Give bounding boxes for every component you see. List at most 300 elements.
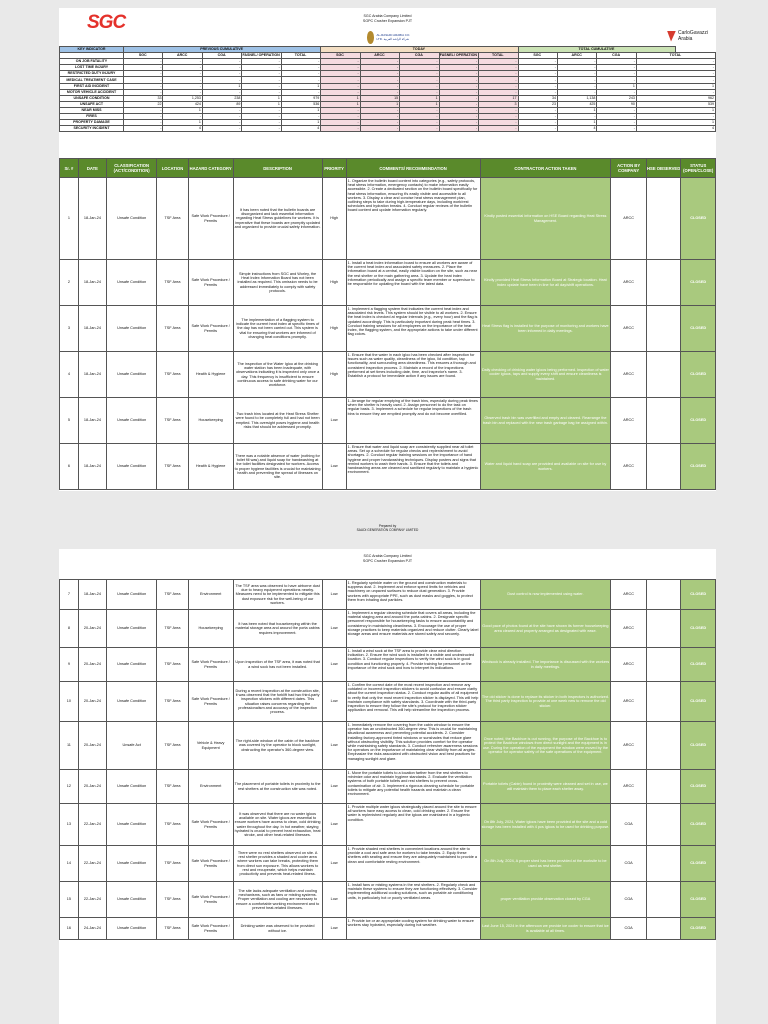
row-status: CLOSED: [681, 722, 716, 770]
column-header-priority: PRIORITY: [322, 159, 346, 178]
kpi-value: -: [439, 126, 478, 132]
kpi-value: 425: [557, 101, 596, 107]
row-classification: Unsafe Condition: [107, 770, 157, 804]
kpi-value: -: [360, 71, 399, 77]
kpi-row-label: SECURITY INCIDENT: [60, 126, 124, 132]
kpi-value: -: [518, 89, 557, 95]
kpi-value: 1,138: [557, 95, 596, 101]
kpi-value: 1: [557, 107, 596, 113]
kpi-col-header: CGA: [400, 53, 439, 59]
row-hazard-category: Safe Work Procedure / Permits: [188, 306, 233, 352]
kpi-value: -: [124, 77, 163, 83]
row-priority: Low: [322, 770, 346, 804]
kpi-value: 1: [281, 107, 320, 113]
kpi-value: -: [202, 107, 241, 113]
kpi-value: -: [242, 71, 281, 77]
today-header: TODAY: [321, 47, 518, 53]
kpi-row: [60, 126, 716, 132]
row-description: There was a notable absence of water (nothing for toilet fill was) and liquid soap for handwashing at the toilet facilities designated for workers. Access to proper hygiene facilities is crucial for maintaining health and preventing the spread of illnesses on site.: [233, 444, 322, 490]
kpi-col-header: ARCC: [557, 53, 596, 59]
row-status: CLOSED: [681, 770, 716, 804]
kpi-value: -: [124, 114, 163, 120]
kpi-value: -: [163, 89, 202, 95]
row-description: The TSF area was observed to have airborne dust due to heavy equipment operations nearby. Measures need to be implemented to mitigate this dust exposure risk for the well-being of our workers.: [233, 580, 322, 610]
row-sr: 9: [60, 648, 79, 682]
kpi-value: -: [400, 83, 439, 89]
row-status: CLOSED: [681, 882, 716, 918]
row-hazard-category: Safe Work Procedure / Permits: [188, 260, 233, 306]
row-hse-observed: [646, 444, 681, 490]
row-contractor-action: proper ventilation provide observation closed by CGA: [480, 882, 611, 918]
row-classification: Unsafe Condition: [107, 580, 157, 610]
kpi-col-header: SGC: [321, 53, 360, 59]
kpi-value: -: [636, 65, 715, 71]
kpi-value: 1: [281, 83, 320, 89]
row-contractor-action: Good pace of photos found at the site have shown its former housekeeping area cleared and properly arranged as designated with ease.: [480, 610, 611, 648]
row-description: It has been noted that the bulletin boards are disorganized and lack essential information regarding Heat Stress guidelines for workers. It is imperative that these boards are promptly updated and organized to provide crucial safety information.: [233, 178, 322, 260]
kpi-row-label: MEDICAL TREATMENT CASE: [60, 77, 124, 83]
row-location: TSF Area: [157, 610, 188, 648]
kpi-value: -: [400, 114, 439, 120]
row-priority: High: [322, 178, 346, 260]
row-description: The placement of portable toilets in proximity to the rest shelters at the construction site was noted.: [233, 770, 322, 804]
row-contractor-action: Water and liquid hand soap are provided and available on site for use by workers.: [480, 444, 611, 490]
sgc-logo: SGC: [87, 12, 126, 33]
kpi-value: -: [597, 71, 636, 77]
row-priority: High: [322, 306, 346, 352]
row-location: TSF Area: [157, 580, 188, 610]
kpi-value: -: [479, 77, 518, 83]
table-row: [60, 918, 716, 940]
kpi-value: -: [281, 71, 320, 77]
kpi-row-label: FIRES: [60, 114, 124, 120]
row-date: 20-Jan-24: [78, 648, 106, 682]
row-action-by: ARCC: [611, 444, 647, 490]
row-date: 22-Jan-24: [78, 846, 106, 882]
row-description: Upon inspection of the TSF area, it was noted that a wind sock has not been installed.: [233, 648, 322, 682]
row-status: CLOSED: [681, 918, 716, 940]
kpi-value: 3: [479, 101, 518, 107]
row-description: Two trash bins located at the Heat Stress Shelter were found to be completely full and had not been emptied. This oversight poses hygiene and health risks that should be addressed promptly.: [233, 398, 322, 444]
row-date: 18-Jan-24: [78, 306, 106, 352]
row-description: The site lacks adequate ventilation and cooling mechanisms, such as fans or misting systems. Proper ventilation and cooling are necessary to ensure a comfortable working environment and to prevent heat-related illnesses.: [233, 882, 322, 918]
kpi-value: -: [439, 95, 478, 101]
row-comments: 1. Ensure that the water in each igloo has been checked after inspection for issues such as water quality, cleanliness of the igloo, lid condition, tap functionality, and surrounding area cleanliness. This ensures a thorough and consistent inspection process. 2. Maintain a record of the inspections performed at set times including date, time, and inspector's name. 3. Establish a protocol for immediate action if any issues are found.: [346, 352, 480, 398]
row-status: CLOSED: [681, 260, 716, 306]
row-comments: 1. Immediately remove the covering from the cabin window to ensure the operator has an unobstructed 360-degree view. This is crucial for maintaining situational awareness and preventing potential accidents. 2. Consider installing factory-approved tinted windows or sunshades that reduce glare without obstructing visibility. This solution provides comfort for the operator while maintaining safety standards. 3. Conduct refresher awareness sessions for operators on the importance of maintaining clear visibility from all angles. Emphasize the risks associated with obstructed vision and best practices for managing sunlight and glare.: [346, 722, 480, 770]
row-classification: Unsafe Condition: [107, 882, 157, 918]
kpi-value: 34: [518, 95, 557, 101]
kpi-value: -: [439, 114, 478, 120]
kpi-value: 1: [321, 101, 360, 107]
row-description: There were no rest shelters observed on site. A rest shelter provides a shaded and cooler area where workers can take breaks, protecting them from direct sun exposure. This allows workers to rest and recuperate, which helps maintain productivity and prevents heat-related illness.: [233, 846, 322, 882]
kpi-value: -: [321, 89, 360, 95]
kpi-value: -: [518, 65, 557, 71]
row-hazard-category: Safe Work Procedure / Permits: [188, 846, 233, 882]
kpi-value: 17: [479, 95, 518, 101]
row-contractor-action: Once noted, the Backhoe is out running, the purpose of the Backhoe is to protect the Backhoe windows from direct sunlight and the equipment is in use. During the operation of the equipment the window were moved by the operator for operator safety of the safe operations of the equipment.: [480, 722, 611, 770]
kpi-value: -: [360, 59, 399, 65]
row-priority: High: [322, 352, 346, 398]
kpi-value: -: [518, 59, 557, 65]
kpi-value: -: [202, 77, 241, 83]
kpi-value: -: [321, 83, 360, 89]
row-contractor-action: Last June 15, 2024 in the afternoon we provide ice cooler to ensure that ice is available at all times.: [480, 918, 611, 940]
kpi-value: -: [439, 71, 478, 77]
kpi-value: -: [124, 71, 163, 77]
kpi-value: 1: [636, 107, 715, 113]
kpi-value: -: [202, 71, 241, 77]
kpi-value: -: [557, 89, 596, 95]
row-date: 18-Jan-24: [78, 444, 106, 490]
kpi-value: -: [518, 107, 557, 113]
kpi-value: -: [202, 59, 241, 65]
kpi-value: -: [597, 59, 636, 65]
kpi-row-label: MOTOR VEHICLE ACCIDENT: [60, 89, 124, 95]
kpi-value: -: [518, 120, 557, 126]
kpi-value: -: [400, 71, 439, 77]
table-header-row: [60, 159, 716, 178]
kpi-value: -: [439, 83, 478, 89]
kpi-value: -: [597, 65, 636, 71]
row-hazard-category: Health & Hygiene: [188, 444, 233, 490]
row-date: 20-Jan-24: [78, 682, 106, 722]
kpi-value: -: [124, 59, 163, 65]
row-location: TSF Area: [157, 722, 188, 770]
row-comments: 1. Provide shaded rest shelters in convenient locations around the site to provide a cool and safe area for workers to take breaks. 2. Equip these shelters with seating and ensure they are adequately maintained to provide a clean and comfortable resting environment.: [346, 846, 480, 882]
row-priority: Low: [322, 722, 346, 770]
kpi-value: -: [400, 65, 439, 71]
kpi-value: -: [400, 126, 439, 132]
row-comments: 1. Implement a flagging system that indicates the current heat index and associated risk levels. This system should be visible to all workers. 2. Ensure the heat index is checked at regular intervals (e.g., every hour) and the flag is updated accordingly. This is particularly important during peak heat times. 3. Conduct training sessions for all employees on the importance of the heat index, the flagging system, and the appropriate actions to take under different flag colors.: [346, 306, 480, 352]
row-date: 18-Jan-24: [78, 260, 106, 306]
kpi-value: -: [360, 83, 399, 89]
row-hse-observed: [646, 648, 681, 682]
column-header-hse: HSE OBSERVED: [646, 159, 681, 178]
kpi-value: 1: [557, 120, 596, 126]
kpi-value: 1: [202, 83, 241, 89]
table-row: [60, 682, 716, 722]
row-hse-observed: [646, 846, 681, 882]
row-sr: 16: [60, 918, 79, 940]
kpi-value: -: [242, 107, 281, 113]
kpi-value: 4: [636, 126, 715, 132]
table-row: [60, 580, 716, 610]
row-location: TSF Area: [157, 648, 188, 682]
row-hse-observed: [646, 178, 681, 260]
row-hse-observed: [646, 770, 681, 804]
kpi-value: -: [479, 59, 518, 65]
kpi-value: -: [439, 107, 478, 113]
kpi-col-header: CGA: [597, 53, 636, 59]
row-status: CLOSED: [681, 178, 716, 260]
row-hazard-category: Safe Work Procedure / Permits: [188, 804, 233, 846]
kpi-value: 1: [163, 107, 202, 113]
row-hazard-category: Environment: [188, 580, 233, 610]
kpi-value: -: [400, 89, 439, 95]
kpi-value: -: [597, 120, 636, 126]
row-hse-observed: [646, 580, 681, 610]
row-action-by: ARCC: [611, 352, 647, 398]
kpi-value: 1,253: [163, 95, 202, 101]
previous-cumulative-header: PREVIOUS CUMULATIVE: [124, 47, 321, 53]
kpi-value: 4: [281, 126, 320, 132]
row-sr: 8: [60, 610, 79, 648]
row-comments: 1. Arrange for regular emptying of the trash bins, especially during peak times when the shelter is heavily used. 2. Assign personnel to do the task on regular basis. 3. Implement a schedule for regular inspections of the trash bins to ensure they are emptied promptly and do not become overfilled.: [346, 398, 480, 444]
kpi-value: 89: [202, 101, 241, 107]
company-name-page-2: SGC Arabia Company Limited: [363, 554, 412, 558]
row-hazard-category: Vehicle & Heavy Equipment: [188, 722, 233, 770]
kpi-value: -: [518, 114, 557, 120]
row-action-by: CGA: [611, 804, 647, 846]
row-sr: 14: [60, 846, 79, 882]
kpi-value: -: [281, 59, 320, 65]
kpi-value: -: [242, 114, 281, 120]
row-action-by: ARCC: [611, 580, 647, 610]
row-hazard-category: Safe Work Procedure / Permits: [188, 882, 233, 918]
prepared-by: Prepared by SAUDI GENERATION COMPANY LIMITED: [356, 524, 419, 532]
kpi-value: -: [636, 77, 715, 83]
total-cumulative-header: TOTAL CUMULATIVE: [518, 47, 676, 53]
table-row: [60, 260, 716, 306]
column-header-sr: Sr. #: [60, 159, 79, 178]
row-contractor-action: Dust control is now implemented using water.: [480, 580, 611, 610]
row-hazard-category: Safe Work Procedure / Permits: [188, 648, 233, 682]
row-comments: 1. Provide ice or an appropriate cooling system for drinking water to ensure workers stay hydrated, especially during hot weather.: [346, 918, 480, 940]
kpi-value: -: [479, 126, 518, 132]
kpi-value: -: [242, 126, 281, 132]
row-priority: Low: [322, 882, 346, 918]
kpi-value: -: [202, 114, 241, 120]
row-hazard-category: Safe Work Procedure / Permits: [188, 918, 233, 940]
kpi-value: 1: [400, 101, 439, 107]
table-row: [60, 444, 716, 490]
kpi-value: 536: [281, 101, 320, 107]
kpi-value: -: [321, 126, 360, 132]
row-date: 18-Jan-24: [78, 398, 106, 444]
row-location: TSF Area: [157, 260, 188, 306]
kpi-value: -: [439, 101, 478, 107]
row-hse-observed: [646, 918, 681, 940]
kpi-value: 424: [163, 101, 202, 107]
project-name-page-2: SGPC Crusher Expansion PJT: [362, 559, 413, 563]
kpi-value: 23: [518, 101, 557, 107]
row-action-by: ARCC: [611, 178, 647, 260]
kpi-value: -: [360, 126, 399, 132]
kpi-value: -: [202, 126, 241, 132]
column-header-date: DATE: [78, 159, 106, 178]
kpi-value: -: [163, 65, 202, 71]
kpi-row-label: PROPERTY DAMAGE: [60, 120, 124, 126]
al-rashid-logo: AL-RASHID ARABIA CO. LTD. شركة الراشد العربية: [367, 28, 415, 46]
row-date: 22-Jan-24: [78, 804, 106, 846]
row-action-by: ARCC: [611, 306, 647, 352]
row-comments: 1. Regularly sprinkle water on the ground and construction materials to suppress dust. 2. Implement and enforce speed limits for vehicles and machinery on unpaved surfaces to reduce dust generation. 3. Provide workers with appropriate PPE, such as dust masks and goggles, to protect them from inhaling dust particles.: [346, 580, 480, 610]
table-row: [60, 804, 716, 846]
row-classification: Unsafe Condition: [107, 398, 157, 444]
kpi-row-label: NEAR MISS: [60, 107, 124, 113]
kpi-value: 22: [124, 101, 163, 107]
row-status: CLOSED: [681, 804, 716, 846]
kpi-value: -: [597, 126, 636, 132]
kpi-value: 90: [597, 101, 636, 107]
kpi-value: -: [163, 114, 202, 120]
row-priority: Low: [322, 682, 346, 722]
row-action-by: CGA: [611, 882, 647, 918]
kpi-row-label: RESTRICTED DUTY INJURY: [60, 71, 124, 77]
kpi-value: -: [124, 65, 163, 71]
kpi-value: -: [321, 114, 360, 120]
kpi-value: -: [557, 114, 596, 120]
column-header-action_by: ACTION BY COMPANY: [611, 159, 647, 178]
row-hse-observed: [646, 398, 681, 444]
row-action-by: CGA: [611, 918, 647, 940]
kpi-value: 1: [321, 95, 360, 101]
kpi-value: -: [439, 89, 478, 95]
row-status: CLOSED: [681, 682, 716, 722]
kpi-value: -: [202, 89, 241, 95]
row-location: TSF Area: [157, 444, 188, 490]
observation-table-page-1: [59, 158, 716, 490]
kpi-value: -: [400, 107, 439, 113]
row-priority: Low: [322, 580, 346, 610]
kpi-value: -: [281, 114, 320, 120]
row-hse-observed: [646, 306, 681, 352]
kpi-value: 15: [360, 95, 399, 101]
kpi-value: -: [479, 107, 518, 113]
row-sr: 4: [60, 352, 79, 398]
kpi-value: -: [557, 83, 596, 89]
row-location: TSF Area: [157, 398, 188, 444]
row-status: CLOSED: [681, 610, 716, 648]
row-contractor-action: Windsock is already installed. The importance is discussed with the workers in daily meetings.: [480, 648, 611, 682]
row-comments: 1. Confirm the correct date of the most recent inspection and remove any outdated or incorrect inspection stickers to avoid confusion and ensure clarity about the current inspection status. 2. Conduct regular audits of all equipment to verify that only the most recent inspection sticker is displayed. This will help maintain compliance with safety standards. 3. Coordinate with the third-party inspection to ensure they follow the site's protocol for inspection sticker application and removal. This will help streamline the inspection process.: [346, 682, 480, 722]
row-priority: Low: [322, 444, 346, 490]
kpi-value: -: [400, 59, 439, 65]
row-date: 22-Jan-24: [78, 882, 106, 918]
row-contractor-action: The old sticker is done to replace its sticker in both inspectors is authorized. The third party inspection to provide at one week new to remove the old sticker.: [480, 682, 611, 722]
row-status: CLOSED: [681, 846, 716, 882]
kpi-value: -: [636, 59, 715, 65]
table-row: [60, 648, 716, 682]
table-row: [60, 722, 716, 770]
kpi-value: -: [242, 83, 281, 89]
row-comments: 1. Ensure that water and liquid soap are consistently supplied near all toilet areas. Set up a schedule for regular checks and replenishment to avoid shortages. 2. Conduct regular training sessions on the importance of hand hygiene and proper handwashing techniques. Display posters and signs that remind workers to wash their hands. 3. Ensure that the toilets and handwashing areas are cleaned and sanitized regularly to maintain a hygienic environment.: [346, 444, 480, 490]
kpi-col-header: CGA: [202, 53, 241, 59]
row-classification: Unsafe Condition: [107, 918, 157, 940]
kpi-value: -: [479, 83, 518, 89]
kpi-value: -: [321, 71, 360, 77]
row-classification: Unsafe Condition: [107, 804, 157, 846]
row-action-by: ARCC: [611, 770, 647, 804]
row-hse-observed: [646, 682, 681, 722]
table-row: [60, 882, 716, 918]
carlo-gavazzi-mark-icon: [667, 31, 676, 42]
kpi-value: -: [202, 120, 241, 126]
kpi-value: -: [124, 89, 163, 95]
row-sr: 13: [60, 804, 79, 846]
row-status: CLOSED: [681, 444, 716, 490]
kpi-row-label: ON JOB FATALITY: [60, 59, 124, 65]
kpi-value: -: [163, 77, 202, 83]
kpi-value: -: [360, 89, 399, 95]
row-classification: Unsafe Condition: [107, 610, 157, 648]
row-location: TSF Area: [157, 882, 188, 918]
row-sr: 10: [60, 682, 79, 722]
row-hse-observed: [646, 260, 681, 306]
kpi-value: -: [479, 120, 518, 126]
kpi-col-header: SGC: [518, 53, 557, 59]
kpi-value: -: [439, 65, 478, 71]
table-row: [60, 770, 716, 804]
table-row: [60, 846, 716, 882]
kpi-value: 238: [202, 95, 241, 101]
row-classification: Unsafe Act: [107, 722, 157, 770]
row-description: The inspection of the Water Igloo at the drinking water station has been inadequate, with observations indicating it is inspected only once a day. This frequency is insufficient to ensure continuous access to safe drinking water for our workforce.: [233, 352, 322, 398]
kpi-value: 1: [636, 120, 715, 126]
table-row: [60, 352, 716, 398]
kpi-value: -: [400, 120, 439, 126]
row-contractor-action: Kindly provided Heat Stress Information Board at Strategic location. Heat Index update have been in line for all day/shift operations.: [480, 260, 611, 306]
row-date: 20-Jan-24: [78, 770, 106, 804]
row-comments: 1. Organize the bulletin board content into categories (e.g., safety protocols, heat stress information, emergency contacts) to make information easily accessible. 2. Create a dedicated section on the bulletin board specifically for heat stress information, ensuring it's easily visible and accessible to all workers. 3. Display a clear and concise heat stress management plan, outlining steps to take during high-temperature days, including work/rest schedules and hydration breaks. 4. Conduct regular reviews of the bulletin board content and update information regularly.: [346, 178, 480, 260]
row-classification: Unsafe Condition: [107, 306, 157, 352]
report-page-1: [59, 8, 716, 532]
kpi-value: -: [163, 59, 202, 65]
column-header-comments: COMMENTS/ RECOMMENDATION: [346, 159, 480, 178]
kpi-value: -: [281, 65, 320, 71]
kpi-value: 1: [281, 120, 320, 126]
row-date: 24-Jan-24: [78, 918, 106, 940]
kpi-value: -: [242, 77, 281, 83]
kpi-value: -: [360, 65, 399, 71]
company-name: SGC Arabia Company Limited: [363, 14, 412, 18]
kpi-value: -: [360, 77, 399, 83]
row-location: TSF Area: [157, 178, 188, 260]
row-date: 20-Jan-24: [78, 722, 106, 770]
kpi-value: -: [321, 77, 360, 83]
observation-table-page-2: [59, 579, 716, 940]
carlo-gavazzi-logo: CarloGavazzi Arabia: [667, 30, 708, 42]
column-header-contractor: CONTRACTOR ACTION TAKEN: [480, 159, 611, 178]
kpi-value: 243: [597, 95, 636, 101]
row-sr: 11: [60, 722, 79, 770]
kpi-value: 1: [636, 83, 715, 89]
row-location: TSF Area: [157, 352, 188, 398]
row-description: During a recent inspection at the construction site, it was observed that the forklift had two third-party inspection stickers with different dates. This situation raises concerns regarding the professionalism and accuracy of the inspection process.: [233, 682, 322, 722]
kpi-value: 1: [163, 120, 202, 126]
row-comments: 1. Install a wind sock at the TSF area to provide clear wind direction indication. 2. Ensure the wind sock is installed in a visible and unobstructed location. 3. Conduct regular inspections to verify the wind sock is in good condition and functioning properly. 4. Provide training for personnel on the importance of the wind sock and how to interpret its indications.: [346, 648, 480, 682]
row-description: The implementation of a flagging system to indicate the current heat index at specific times of the day has not been carried out. This system is vital for ensuring that workers are informed of changing heat conditions promptly.: [233, 306, 322, 352]
kpi-value: -: [242, 65, 281, 71]
row-classification: Unsafe Condition: [107, 260, 157, 306]
row-action-by: ARCC: [611, 648, 647, 682]
row-contractor-action: On 8th July, 2024, Water igloos have been provided at the site and a cold storage has been installed with 4 pcs igloos to be used for drinking purpose.: [480, 804, 611, 846]
row-comments: 1. Install a heat index information board to ensure all workers are aware of the current heat index and associated safety measures. 2. Place the information board at a central, easily visible location on the site, such as near the rest shelter or the main gathering area. 3. Update the heat index information periodically and assign a specific team member or supervisor to be responsible for updating the board with the latest data.: [346, 260, 480, 306]
row-location: TSF Area: [157, 918, 188, 940]
row-action-by: ARCC: [611, 682, 647, 722]
row-contractor-action: Portable toilets (Cabin) found in proximity were cleaned and set in use, we will maintain them to place each shelter away.: [480, 770, 611, 804]
row-location: TSF Area: [157, 846, 188, 882]
kpi-value: -: [163, 71, 202, 77]
kpi-value: -: [597, 114, 636, 120]
kpi-value: -: [557, 71, 596, 77]
kpi-value: -: [360, 107, 399, 113]
kpi-col-header: TOTAL: [281, 53, 320, 59]
kpi-value: -: [518, 71, 557, 77]
table-row: [60, 398, 716, 444]
kpi-value: -: [400, 77, 439, 83]
